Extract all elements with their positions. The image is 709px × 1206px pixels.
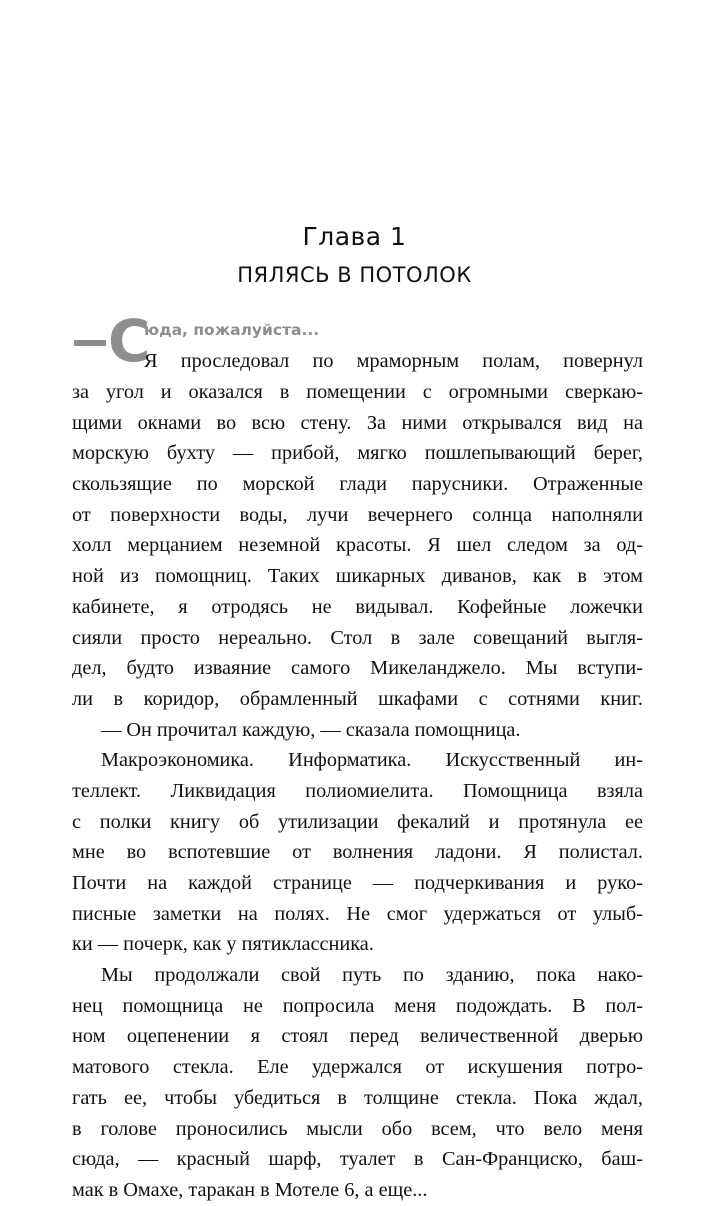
paragraph bbox=[72, 377, 643, 715]
text-line: за угол и оказался в помещении с огромными сверкаю- bbox=[72, 381, 643, 403]
text-line: дел, будто изваяние самого Микеланджело. Мы вступи- bbox=[72, 657, 643, 680]
text-line: нец помощница не попросила меня подождать. В пол- bbox=[72, 994, 643, 1017]
text-line: ной из помощниц. Таких шикарных диванов, как в этом bbox=[72, 565, 643, 588]
text-line: ном оцепенении я стоял перед величественной дверью bbox=[72, 1025, 643, 1048]
text-line: теллект. Ликвидация полиомиелита. Помощница взяла bbox=[72, 779, 643, 802]
text-line: Макроэкономика. Информатика. Искусственный ин- bbox=[101, 749, 643, 772]
chapter-text bbox=[72, 307, 643, 1206]
text-line: ки — почерк, как у пятиклассника. bbox=[72, 933, 374, 956]
text-line: кабинете, я отродясь не видывал. Кофейные ложечки bbox=[72, 595, 643, 618]
text-line: Почти на каждой странице — подчеркивания и руко- bbox=[72, 872, 643, 894]
text-line: щими окнами во всю стену. За ними открывался вид на bbox=[72, 411, 643, 434]
text-line: с полки книгу об утилизации фекалий и протянула ее bbox=[72, 810, 643, 833]
text-line: от поверхности воды, лучи вечернего солнца наполняли bbox=[72, 503, 643, 526]
lead-in-text: юда, пожалуйста... bbox=[144, 321, 320, 339]
text-line: морскую бухту — прибой, мягко пошлепывающий берег, bbox=[72, 442, 643, 465]
paragraph bbox=[72, 715, 643, 746]
text-line: скользящие по морской глади парусники. Отраженные bbox=[72, 473, 643, 496]
paragraph bbox=[72, 745, 643, 960]
dropcap-dash bbox=[74, 340, 106, 346]
text-line: — Он прочитал каждую, — сказала помощница. bbox=[101, 718, 521, 741]
text-line: сияли просто нереально. Стол в зале совещаний выгля- bbox=[72, 626, 643, 649]
text-line: холл мерцанием неземной красоты. Я шел следом за од- bbox=[72, 534, 643, 557]
paragraph bbox=[72, 960, 643, 1206]
opening-first-line: Я проследовал по мраморным полам, повернул bbox=[144, 350, 643, 372]
text-line: мне во вспотевшие от волнения ладони. Я полистал. bbox=[72, 841, 643, 864]
text-line: сюда, — красный шарф, туалет в Сан-Франциско, баш- bbox=[72, 1148, 643, 1171]
text-line: гать ее, чтобы убедиться в толщине стекла. Пока ждал, bbox=[72, 1086, 643, 1109]
text-line: матового стекла. Еле удержался от искушения потро- bbox=[72, 1056, 643, 1079]
chapter-subtitle: ПЯЛЯСЬ В ПОТОЛОК bbox=[237, 263, 472, 287]
text-line: Мы продолжали свой путь по зданию, пока нако- bbox=[101, 964, 643, 987]
chapter-opening bbox=[72, 307, 643, 377]
text-line: писные заметки на полях. Не смог удержаться от улыб- bbox=[72, 902, 643, 925]
dropcap-letter: С bbox=[108, 307, 151, 375]
text-line: мак в Омахе, таракан в Мотеле 6, а еще... bbox=[72, 1178, 428, 1201]
chapter-title: Глава 1 bbox=[302, 222, 407, 251]
text-line: в голове проносились мысли обо всем, что вело меня bbox=[72, 1117, 643, 1140]
text-line: ли в коридор, обрамленный шкафами с сотнями книг. bbox=[72, 687, 643, 710]
